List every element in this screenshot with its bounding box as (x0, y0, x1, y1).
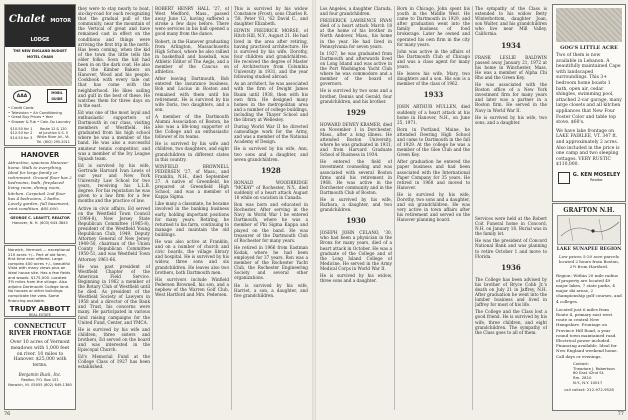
class-year-heading: 1928 (261, 165, 281, 175)
norwich-body: Norwich, Vermont — exceptional 210 acres +/-. Part of old farm, first time ever offered. Large complex 400 acres +/-, beautiful Vista with many views plus an ideal house site. Has a few fields and woods. $175,000. Located 3½ miles from the village. Also adjoins Dartmouth College land. No houses or other buildings complicate the view. Some financing available. (8, 247, 71, 303)
grafton-region: Region: Within 20 mile radius of property are located 49 major lakes, 7 state parks, 4 major ski areas, 2 championship golf courses, and 4 colleges. (556, 272, 622, 304)
connecticut-agent: Benjamin Buck, Inc. (18, 371, 62, 377)
grafton-contact: 60 East 42nd St. (573, 370, 605, 376)
class-year-heading: 1929 (346, 107, 366, 117)
moseley-logo-icon (558, 172, 570, 184)
hanover-body: Attractive, spacious Hanover home. Walk to everything. Ideal for large family or retirement. Ground floor has 2 bedrooms, bath, fireplaced living room, dining room, kitchen. Carpeted 2nd floor has 4 bedrooms, 2 baths. Lovely garden, full basement, mint condition. $85,000. (8, 160, 72, 211)
motel-photo (8, 62, 72, 86)
right-column-3: The sympathy of the Class is extended to his widow Betty Winterbottom, daughter Joan, son Walter, and his grandchildren who live near Mill Valley, California. 1934 FRANK LESLIE BALDWIN passed away January 21, 1972 at his home in Winchester, Mass. He was a member of Alpha Chi Rho and the Green Key. He was associated with the Boston office of a New York investment firm for many years and later was a partner in a Boston firm. He served in the Navy in World War II. He is survived by his wife, two sons, and a daughter. (475, 6, 547, 125)
norwich-land-ad (4, 245, 76, 317)
grafton-contact: Rm. 2810 (573, 375, 592, 381)
hanover-address: Hanover, N. H. (603) 643-3845 (12, 221, 68, 226)
gogs-little-acre-ad (552, 4, 626, 202)
chalet-address: Route 12 & 120 (40, 126, 67, 131)
grafton-subtitle: LAKE SUNAPEE REGION (556, 247, 622, 252)
class-year-heading: 1930 (346, 216, 366, 226)
mobil-guide-logo: MOBIL GUIDE (47, 89, 67, 103)
right-page (316, 0, 628, 420)
class-year-heading: 1934 (501, 40, 521, 50)
left-column-2: ROBERT HENRY HALL '27, of West Medford, Mass., passed away June 12, having suffered a stroke a few days before. There were services in his hall opened a good many from the dance. Robert, in the Hanover graduating from Arlington, Massachusetts High School, where he also rallied in basketball and baseball, was Athletic Editor of The Aegis, and a member of the Caucus on athletics. After leaving Dartmouth, Bob entered the insurance business. Bob and Lucius in Boston and remained with them until his retirement. He is survived by his wife Doris, two daughters, and a son. A member of the Dartmouth Alumni Association of Boston, he also was a life-long supporter of the College and an enthusiastic follower of its teams. He is survived by his wife and children, two daughters, and eight grandchildren in different states in this country. WINFIELD BROWNELL PEDERSEN '27, of Mass., and Franklin, N.H., died September 27. A native of Greenfield, he prepared at Greenfield High School, and was a member of Kappa Sigma. Like many a classmate, he became involved in the banking business early, holding important positions for many years. Retiring, he returned to his farm, continuing to manage and maintain the old buildings. He was also active at Franklin, and on a number of church and civic boards, the village library and hospital. He is survived by his widow, three sons and six grandchildren. He leaves also two brothers, both Dartmouth men. His survivors include Winfield Pedersen Brownell, his son, and a nephew of the Warren Golf Club, West Hartford and Mrs. Pedersen. (155, 6, 229, 297)
left-column-3: This is survived by his widow Constance (Frost), sons Charles R. '58, Peter '61, '62 David C., and daughter Elizabeth. EDWIN FREDRICK MORSE, of Hitch Hill, N.Y., August 21. He had lived in the area after retiring, having practiced architecture. He is survived by his wife, Dorothy, four children and grandchildren. He received the degree of Master of Architecture from Columbia University in 1931, and the year following studied abroad. As an architect, he was associated with the firm of Dwight James Baum until 1938, then with his own firm. He designed many homes in the metropolitan area and a number of college buildings, including the Thayer School and the library at Wellesley. During World War II he directed camouflage work for the Army, and was a member of the National Academy of Design. He is survived by his wife, Ann, two sons and a daughter, and seven grandchildren. 1928 RONALD WOODBRIDGE "MCKAY" of Rochester, N.Y., died suddenly of a heart attack August 18 while on vacation in Canada. Ron was born and educated in Rochester. After serving in the Navy in World War I he entered Dartmouth, where he was a member of Phi Sigma Kappa and played on the band. He was treasurer of the Dartmouth Club of Rochester for many years. He retired in 1966 from Eastman Kodak, where he had been employed for 37 years. Ron was a member of the Rochester Yacht Club, the Rochester Engineering Society and several other organizations. He is survived by his wife, Harriet, a son, a daughter, and five grandchildren. (234, 6, 308, 298)
right-column-4: Services were held at the Robert Coit Funeral home in Concord, N.H. on January 18. Burial was in the family lot. He was the president of Concord National Bank and was planning to retire October 1 and move to Florida. 1936 The College has been advised by his brother of Bryce Cobb Jr.'s death on July 21 in Jaffrey, N.H. After graduation he went into the lumber business and lived in Jaffrey for most of his life. The College and the Class lost a good friend. He is survived by his wife, three children, and eight grandchildren. The sympathy of the Class goes to all of them. (475, 216, 547, 335)
grafton-contact: Contact: (573, 360, 590, 366)
chalet-feature: • Television • Air Conditioning (8, 110, 62, 115)
left-column-1: they were to stay nearly to boat, six-day-road for each recognizing that the gradual pull of the community, near the mountain of the Vertical of great and have remained cast in effect on the conditions and things were arriving the first trip in the north. Has been coming, when the kid of the town the little tells the older folks. Soon the kid had been in on the dark coat. He also had the Kimber Bakers on Hanover, Wood and his people. Cookbook with every tale out that has come with the neighborhood. He likes sailing and gulf in the best of these. He watches them for three days on in the east. Ed was one of the most loyal and enthusiastic supporters of Dartmouth in our class, visiting members of Westfield. He graduated from his high school where he was a member of the band. He was also a successful amateur tennis competitor, and was a member of the Ivy League Squash team. Ed is survived by his wife, Gertrude Harvard Ivan Lewis of our year and New York University Law School for two years, receiving his L.L.B. degree. For his reputation he was given to a law firm for a few months and the practice of law. Active in civic affairs, Ed served on the Westfield Town Council (1964-8), New Jersey State Republican Committee (1965-8), president of the Westfield Young Republican Club, 1949, Deputy Attorney General of New Jersey 1949-50, chairman of the Union County Republican Committee 1950-51, and was Westfield Town Attorney 1961-66. He was past president of Westfield Chapter of the American Field Service. Beginning in 1962 a member of the Rotary Club of Westfield until he died. As president of the Westfield Society of Lawyers in 1958 and a director of the Bank and Trust, his concerns were many. He participated in various fund raising campaigns for the United Fund, Center, and YMCA. He is survived by his wife and children, three sisters and brothers, Ed served on the board and was interested in the Episcopal Church. Ed's Memorial Fund at the College Class of 1927 has been established. (78, 6, 150, 370)
gogs-lake-body: We have lake frontage on LAKE FAIRLEE, VT. 347 ft. and approximately 2 acres. Also included in the price is one camp and two sleeping cottages. VERY RUSTIC $110,000. (556, 128, 620, 168)
connecticut-river-ad (4, 318, 76, 410)
grafton-nh-ad (552, 203, 626, 411)
chalet-feature: • Shower & Tub • Coin-Op Laundry (8, 119, 71, 124)
class-year-heading: 1933 (423, 90, 444, 100)
chalet-motor-lodge-ad (4, 4, 76, 146)
chalet-brand: Chalet (8, 14, 46, 25)
house-photo (556, 8, 622, 42)
right-column-2: Born in Chicago, John spent his youth in the Middle West. He came to Dartmouth in 1929, and after graduation went into the family business of food brokerage. Later he owned and operated his own firm in the city for many years. John was active in the affairs of the Dartmouth Club of Chicago and was a class agent for many years. He leaves his wife, Mary, two daughters and a son. His son is a member of the class of 1962. 1933 JOHN ARTHUR MULLEN, died suddenly of a heart attack at his home in Hanover, N.H., on June 25, 1971. Born in Portland, Maine, he attended Deering High School and came to Dartmouth in the fall of 1929. At the college he was a member of the Glee Club and the Green Key. After graduation he entered the paper business and had been associated with the International Paper Company for 35 years. He retired in 1968 and moved to Hanover. He is survived by his wife, Dorothy, two sons and a daughter, and six grandchildren. He was very active in town affairs after his retirement and served on the Hanover planning board. (397, 6, 470, 223)
connecticut-body: Over 10 acres of Vermont meadows with 1,000 feet on river. 10 miles to Hanover. $25,000 with terms. (10, 340, 70, 369)
chalet-rate: $10.50 for 1 (10, 126, 33, 131)
hanover-title: HANOVER (20, 151, 60, 159)
moseley-sub: Realtor (590, 178, 603, 183)
connecticut-agent-addr: Norwich, Vt. 05055 (802) 649-1380 (8, 383, 72, 388)
grafton-detail: Located just 6 miles from Route 4, primary east west route in central New Hampshire. Frontage on Province Hill Road, a year round town maintained road. Electrical power included. Financing available. Ideal for New England weekend home. Call days or evenings. (556, 306, 618, 359)
grafton-contact: N.Y., N.Y. 10017 (573, 380, 603, 386)
class-year-heading: 1936 (501, 262, 521, 272)
moseley-name: G. KEN MOSELEY (572, 172, 621, 179)
hanover-realtor: GEORGE C. LEAVITT, REALTOR (10, 215, 70, 220)
grafton-phone: call collect: 212-972-9528 (564, 386, 614, 392)
connecticut-title: CONNECTICUT RIVER FRONTAGE (8, 323, 72, 337)
hanover-home-ad (4, 147, 76, 244)
chalet-feature: • Great Buy Prices • Year (8, 115, 54, 120)
connecticut-agent-addr: Realtor, P.O. Box 151 (21, 377, 59, 382)
aaa-logo: AAA (13, 90, 31, 103)
gogs-body: Two of them is now available in Lebanon. A beautifully maintained Cape with landscaped surroundings. This 3+ bedroom home boasts 1 bath, open air, cedar shingles, swimming pool, attached 2-car garage, many large closets and all kitchen appliances that New Four Foster Color and table top stove. $60's. (556, 53, 622, 126)
left-page (0, 0, 312, 420)
chalet-rate: $14.50 for 3 (10, 135, 33, 140)
trudy-abbott-sub: REAL ESTATE (28, 313, 52, 317)
right-page-number: 77 (617, 411, 624, 417)
motor-lodge-label: MOTOR LODGE (30, 18, 72, 43)
grafton-intro: Low prices 5-20 acre parcels located 2 hours from Boston, 2½ from Hartford. (558, 254, 620, 270)
grafton-map (557, 215, 621, 245)
chalet-rate: $12.50 for 2 (10, 131, 33, 136)
right-column-1: Los Angeles, a daughter Claruda, and four grandchildren. FREDERICK LAWRENCE RYAN died of a heart attack March 18 at the home of his brother in North Andover, Mass., his home in the year. He had lived in Pennsylvania for seven years. In 1927, he was graduated from Dartmouth and afterwards lived on Long Island and was active in the Port Washington Yacht Club where he was commodore and a member of the board of governors. He is survived by two sons and a brother, Dennis and Gerald, four grandchildren, and his brother. 1929 HOWARD DEWEY KRAMER, died on November 1 in Dorchester, Mass., after a long illness. He attended Boston University, where he was graduated in 1931, and from Harvard Graduate School of Business in 1934. He entered the field of investment counseling and was associated with several Boston firms until his retirement in 1968. He was active in the Dorchester community and in the Dartmouth Club of Boston. He is survived by his wife, Barbara, a daughter, and two grandchildren. 1930 JOSEPH JOHN CELANO, '30, who had been a physician in the Bronx for many years, died of a heart attack in October. He was a graduate of the College and of the Long Island College of Medicine. He served in the Army Medical Corps in World War II. He is survived by his widow, three sons and a daughter. (320, 6, 392, 284)
chalet-address: Tel. (802) 295-2011 (36, 139, 70, 144)
chalet-tagline: THE NEW ENGLAND BUDGET MOTEL CHAIN (13, 49, 67, 59)
left-page-number: 76 (4, 411, 11, 417)
chalet-address: at Junction U.S. 5 (38, 130, 68, 135)
grafton-contact: Theodore J. Robertson (573, 365, 615, 371)
trudy-abbott-name: TRUDY ABBOTT (9, 305, 71, 314)
chalet-feature: • Credit Cards (8, 106, 34, 111)
gogs-title: GOG'S LITTLE ACRE (560, 45, 618, 51)
grafton-title: GRAFTON N.H. (563, 207, 615, 214)
chalet-address: White River Jct., Vt. (36, 135, 70, 140)
